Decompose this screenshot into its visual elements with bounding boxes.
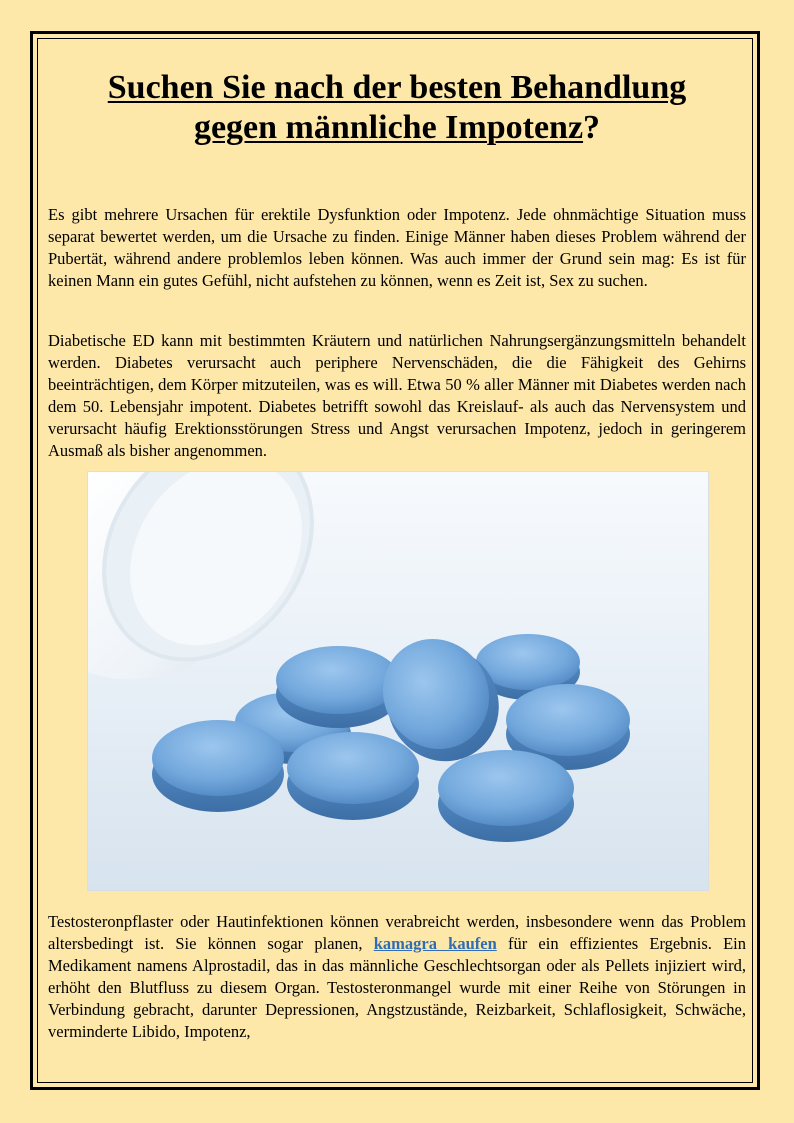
pills-photo	[88, 472, 708, 890]
paragraph-testosterone	[48, 911, 746, 1043]
title-line-2-underlined: gegen männliche Impotenz	[193, 109, 584, 146]
paragraph-diabetes: Diabetische ED kann mit bestimmten Kräutern und natürlichen Nahrungsergänzungsmitteln behandelt werden. Diabetes verursacht auch periphere Nervenschäden, die die Fähigkeit des Gehirns beeinträchtigen, dem Körper mitzuteilen, was es will. Etwa 50 % aller Männer mit Diabetes werden nach dem 50. Lebensjahr impotent. Diabetes betrifft sowohl das Kreislauf- als auch das Nervensystem und verursacht häufig Erektionsstörungen Stress und Angst verursachen Impotenz, jedoch in geringerem Ausmaß als bisher angenommen.	[48, 331, 746, 460]
title-line-2-tail: ?	[583, 109, 601, 146]
paragraph-testosterone-part1: Testosteronpflaster oder Hautinfektionen können verabreicht werden, insbesondere wenn das Problem altersbedingt ist. Sie können sogar planen,	[48, 912, 746, 953]
title-line-1: Suchen Sie nach der besten Behandlung	[107, 69, 687, 106]
paragraph-testosterone-part2: für ein effizientes Ergebnis. Ein Medikament namens Alprostadil, das in das männliche Geschlechtsorgan oder als Pellets injiziert wird, erhöht den Blutfluss zu diesem Organ. Testosteronmangel wurde mit einer Reihe von Störungen in Verbindung gebracht, darunter Depressionen, Angstzustände, Reizbarkeit, Schlaflosigkeit, Schwäche, verminderte Libido, Impotenz,	[48, 934, 747, 1041]
page-title	[48, 68, 746, 148]
paragraph-causes: Es gibt mehrere Ursachen für erektile Dysfunktion oder Impotenz. Jede ohnmächtige Situation muss separat bewertet werden, um die Ursache zu finden. Einige Männer haben dieses Problem während der Pubertät, während andere problemlos leben können. Was auch immer der Grund sein mag: Es ist für keinen Mann ein gutes Gefühl, nicht aufstehen zu können, wenn es Zeit ist, Sex zu suchen.	[48, 205, 746, 290]
pills-illustration	[88, 472, 708, 890]
title-line-2	[48, 108, 746, 148]
kamagra-kaufen-link[interactable]: kamagra kaufen	[373, 934, 497, 953]
